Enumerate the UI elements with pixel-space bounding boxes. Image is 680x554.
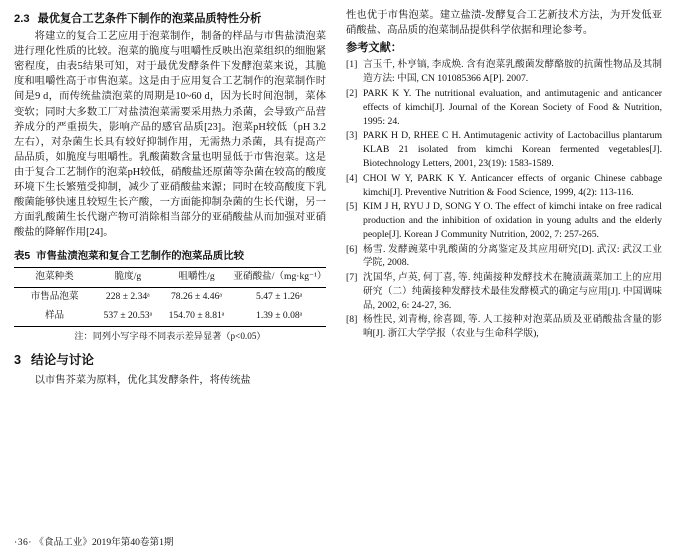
reference-number: [7] — [346, 271, 358, 283]
table-cell: 154.70 ± 8.81ᵃ — [161, 307, 233, 327]
reference-item — [346, 243, 662, 271]
reference-item — [346, 87, 662, 129]
reference-number: [1] — [346, 59, 358, 71]
references-heading: 参考文献： — [346, 42, 402, 55]
table-header-cell: 咀嚼性/g — [178, 271, 215, 283]
reference-number: [3] — [346, 130, 358, 142]
reference-text: 杨性民, 刘青梅, 徐喜圆, 等. 人工接种对泡菜品质及亚硝酸盐含量的影响[J]. 浙江大学学报（农业与生命科学版), — [363, 314, 662, 340]
page-footer — [14, 534, 334, 548]
reference-number: [2] — [346, 87, 358, 99]
table-row — [14, 287, 326, 307]
table-note: 注：同列小写字母不同表示差异显著（p<0.05） — [74, 330, 266, 341]
table-row — [14, 307, 326, 327]
reference-item — [346, 313, 662, 341]
table-cell: 228 ± 2.34ᵃ — [105, 291, 150, 303]
page-number: ·36· — [14, 537, 32, 548]
reference-text: KIM J H, RYU J D, SONG Y O. The effect of kimchi intake on free radical production and the inhibition of oxidation in young adults and the elderly people[J]. Korean J Community Nutrition, 2002, 7: 257-265. — [363, 201, 662, 241]
reference-item — [346, 200, 662, 242]
section-title: 最优复合工艺条件下制作的泡菜品质特性分析 — [37, 13, 262, 25]
table-cell: 5.47 ± 1.26ᵃ — [256, 291, 303, 303]
reference-number: [6] — [346, 243, 358, 255]
table-label: 表5 — [14, 250, 31, 262]
reference-text: 杨雪. 发酵豌菜中乳酸菌的分离鉴定及其应用研究[D]. 武汉: 武汉工业学院, 2008. — [363, 243, 662, 269]
reference-number: [5] — [346, 201, 358, 213]
section-title: 结论与讨论 — [31, 353, 94, 368]
table-caption-text: 市售盐渍泡菜和复合工艺制作的泡菜品质比较 — [36, 250, 244, 262]
table-cell: 市售品泡菜 — [30, 291, 79, 303]
section-heading-2-3 — [14, 11, 326, 27]
right-column — [346, 8, 662, 520]
table-header-cell: 脆度/g — [114, 271, 142, 283]
table-cell: 537 ± 20.53ᵃ — [95, 307, 161, 327]
two-column-layout — [14, 8, 666, 520]
reference-text: 沈国华, 卢英, 何丁喜, 等. 纯菌接种发酵技术在腌渍蔬菜加工上的应用研究（二）纯菌接种发酵技术最佳发酵模式的确定与应用[J]. 中国调味品, 2002, 6: 24-27, 36. — [363, 271, 662, 311]
table-header-cell: 泡菜种类 — [35, 271, 74, 283]
section-2-3-body: 将建立的复合工艺应用于泡菜制作，制备的样品与市售盐渍泡菜进行理化性质的比较。泡菜的脆度与咀嚼性反映出泡菜组织的细胞紧密程度，由表5结果可知，对于最优发酵条件下发酵泡菜来说，其脆度和咀嚼性高于市售泡菜。这是由于应用复合工艺制作的泡菜制作时间是9 d，而传统盐渍泡菜的周期是10~60 d，因为长时间泡制，菜体变软；同时大多数工厂对盐渍泡菜需要采用热力杀菌，会导致产品营养成分的严重损失，影响产品的感官品质[23]。泡菜pH较低（pH 3.2左右），对杂菌生长具有较好抑制作用，无需热力杀菌，具有提高产品品质，如脆度与咀嚼性。乳酸菌数含量也明显低于市售泡菜。这是由于复合工艺制作的泡菜pH较低，硝酸盐还原菌等杂菌在较高的酸度环境下生长繁殖受抑制，减少了亚硝酸盐来源；同时在较高酸度下乳酸菌能够快速且较短生长产酸，一方面能抑制杂菌的生长代谢，另一方面乳酸菌生长代谢产物可消除相当部分的亚硝酸盐从而加强对亚硝酸盐的降解作用[24]。 — [14, 31, 326, 238]
table-header-cell: 亚硝酸盐/（mg·kg⁻¹） — [233, 271, 327, 283]
reference-item — [346, 58, 662, 86]
reference-item — [346, 129, 662, 171]
reference-text: 言玉千, 朴亨镐, 李成焕. 含有泡菜乳酸菌发酵酪胺的抗菌性物品及其制造方法: 中国, CN 101085366 A[P]. 2007. — [363, 59, 662, 85]
left-column — [14, 8, 326, 520]
reference-text: PARK H D, RHEE C H. Antimutagenic activity of Lactobacillus plantarum KLAB 21 isolated from kimchi Korean fermented vegetables[J]. Biotechnology Letters, 2001, 23(19): 1583-1589. — [363, 130, 662, 170]
reference-item — [346, 271, 662, 313]
reference-item — [346, 172, 662, 200]
table-caption — [14, 249, 326, 264]
table-head — [14, 267, 326, 287]
reference-text: CHOI W Y, PARK K Y. Anticancer effects of organic Chinese cabbage kimchi[J]. Preventive Nutrition & Food Science, 1999, 4(2): 113-116. — [363, 172, 662, 198]
section-number: 3 — [14, 353, 22, 368]
table-body — [14, 287, 326, 326]
reference-text: PARK K Y. The nutritional evaluation, and antimutagenic and anticancer effects of kimchi[J]. Journal of the Korean Society of Food & Nutrition, 1995: 24. — [363, 87, 662, 127]
table-cell: 样品 — [14, 307, 95, 327]
section-3-body: 以市售芥菜为原料，优化其发酵条件，将传统盐 — [34, 374, 251, 386]
section-number: 2.3 — [14, 13, 30, 25]
reference-number: [4] — [346, 172, 358, 184]
table-cell: 1.39 ± 0.08ᵃ — [232, 307, 326, 327]
journal-citation: 《食品工业》2019年第40卷第1期 — [34, 537, 174, 548]
table-cell: 78.26 ± 4.46ᵃ — [170, 291, 223, 303]
continuation-paragraph: 性也优于市售泡菜。建立盐渍-发酵复合工艺新技术方法，为开发低亚硝酸盐、高品质的泡菜制品提供科学依据和理论参考。 — [346, 10, 662, 37]
section-heading-3 — [14, 351, 326, 369]
table-header-row — [14, 267, 326, 287]
reference-number: [8] — [346, 314, 358, 326]
quality-comparison-table — [14, 267, 326, 327]
